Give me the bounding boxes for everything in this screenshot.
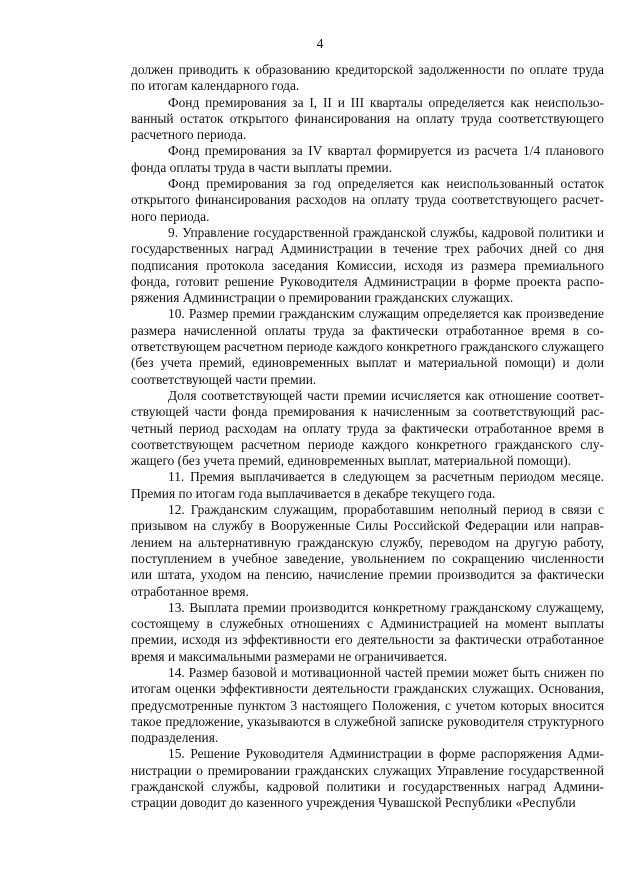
page-number: 4: [316, 37, 324, 52]
document-body: [131, 62, 604, 812]
paragraph-12: 15. Решение Руководителя Администрации в форме распоряжения Администрации о премировании гражданских служащих Управление государственной гражданской службы, кадровой политики и государственных наград Администрации доводит до казенного учреждения Чувашской Республики «Республи: [131, 746, 604, 811]
paragraph-5: 9. Управление государственной гражданской службы, кадровой политики и государственных наград Администрации в течение трех рабочих дней со дня подписания протокола заседания Комиссии, исходя из размера премиального фонда, готовит решение Руководителя Администрации в форме проекта распоряжения Администрации о премировании гражданских служащих.: [131, 224, 604, 306]
paragraph-2: Фонд премирования за I, II и III кварталы определяется как неиспользованный остаток открытого финансирования на оплату труда соответствующего расчетного периода.: [131, 94, 604, 143]
paragraph-6: 10. Размер премии гражданским служащим определяется как произведение размера начисленной оплаты труда за фактически отработанное время в соответствующем расчетном периоде каждого конкретного гражданского служащего (без учета премий, единовременных выплат и материальной помощи) и доли соответствующей части премии.: [131, 306, 604, 387]
paragraph-11: 14. Размер базовой и мотивационной частей премии может быть снижен по итогам оценки эффективности деятельности гражданских служащих. Основания, предусмотренные пунктом 3 настоящего Положения, с учетом которых вносится такое предложение, указываются в служебной записке руководителя структурного подразделения.: [131, 664, 604, 746]
paragraph-3: Фонд премирования за IV квартал формируется из расчета 1/4 планового фонда оплаты труда в части выплаты премии.: [131, 143, 604, 175]
paragraph-1: должен приводить к образованию кредиторской задолженности по оплате труда по итогам календарного года.: [131, 62, 604, 94]
paragraph-7: Доля соответствующей части премии исчисляется как отношение соответствующей части фонда премирования к начисленным за соответствующий расчетный период расходам на оплату труда за фактически отработанное время в соответствующем расчетном периоде каждого конкретного гражданского служащего (без учета премий, единовременных выплат, материальной помощи).: [131, 387, 604, 469]
paragraph-8: 11. Премия выплачивается в следующем за расчетным периодом месяце. Премия по итогам года выплачивается в декабре текущего года.: [131, 469, 604, 501]
paragraph-4: Фонд премирования за год определяется как неиспользованный остаток открытого финансирования расходов на оплату труда соответствующего расчетного периода.: [131, 176, 604, 224]
paragraph-10: 13. Выплата премии производится конкретному гражданскому служащему, состоящему в служебных отношениях с Администрацией на момент выплаты премии, исходя из эффективности его деятельности за фактически отработанное время и максимальными размерами не ограничивается.: [131, 599, 604, 664]
paragraph-9: 12. Гражданским служащим, проработавшим неполный период в связи с призывом на службу в Вооруженные Силы Российской Федерации или направлением на альтернативную гражданскую службу, переводом на другую работу, поступлением в учебное заведение, увольнением по сокращению численности или штата, уходом на пенсию, начисление премии производится за фактически отработанное время.: [131, 502, 604, 599]
